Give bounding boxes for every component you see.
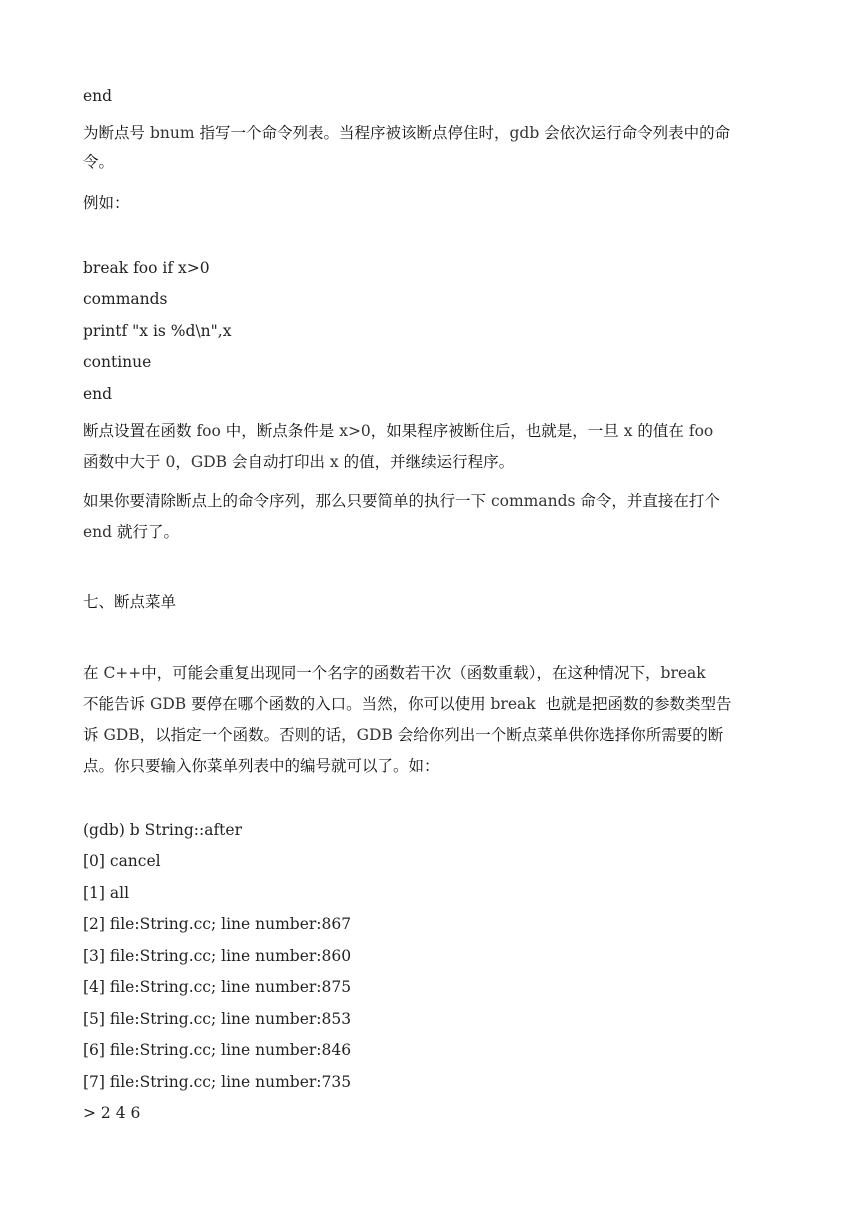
text-segment: 不能告诉	[83, 695, 150, 713]
text-segment: 也就是把函数的参数类型告	[540, 695, 732, 713]
inline-code: commands	[490, 492, 576, 510]
text-segment: 中，可能会重复出现同一个名字的函数若干次（函数重载），在这种情况下，	[141, 664, 661, 682]
inline-code: C++	[103, 664, 142, 682]
inline-code: foo	[688, 422, 714, 440]
code-end-line: end	[83, 87, 113, 105]
para-clear-line1	[83, 491, 720, 511]
example-code-line: continue	[83, 353, 152, 371]
menu-code-line: [5] file:String.cc; line number:853	[83, 1010, 352, 1028]
inline-code: 0	[165, 453, 176, 471]
inline-code: GDB	[103, 726, 140, 744]
inline-code: GDB	[190, 453, 228, 471]
inline-code: foo	[196, 422, 221, 440]
para-bnum-line1	[83, 123, 730, 143]
para-cpp-line2	[83, 694, 732, 714]
example-code-line: break foo if x>0	[83, 259, 210, 277]
text-segment: 就行了。	[112, 523, 180, 541]
inline-code: x>0	[339, 422, 371, 440]
text-segment: 指写一个命令列表。当程序被该断点停住时，	[194, 124, 510, 142]
menu-code-line: [0] cancel	[83, 852, 161, 870]
text-segment: 会依次运行命令列表中的命	[539, 124, 731, 142]
text-segment: 为断点号	[83, 124, 150, 142]
para-cpp-line1	[83, 663, 706, 683]
para-foo-line2	[83, 452, 514, 472]
inline-code: x	[623, 422, 633, 440]
text-segment: ，如果程序被断住后，也就是，一旦	[370, 422, 624, 440]
text-segment: 函数中大于	[83, 453, 166, 471]
para-clear-line2	[83, 522, 179, 542]
text-segment: 会给你列出一个断点菜单供你选择你所需要的断	[392, 726, 724, 744]
text-segment: 要停在哪个函数的入口。当然，你可以使用	[186, 695, 491, 713]
text-segment: ，	[175, 453, 191, 471]
menu-code-line: [7] file:String.cc; line number:735	[83, 1073, 352, 1091]
example-code-line: printf "x is %d\n",x	[83, 322, 232, 340]
menu-code-line: > 2 4 6	[83, 1104, 141, 1122]
inline-code: bnum	[149, 124, 195, 142]
menu-code-line: [3] file:String.cc; line number:860	[83, 947, 352, 965]
text-segment: 命令，并直接在打个	[575, 492, 720, 510]
inline-code: x	[329, 453, 339, 471]
text-segment: 如果你要清除断点上的命令序列，那么只要简单的执行一下	[83, 492, 491, 510]
text-segment: 在	[83, 664, 104, 682]
para-cpp-line3	[83, 725, 723, 745]
example-label: 例如：	[83, 194, 130, 212]
section-heading: 七、断点菜单	[83, 593, 177, 611]
text-segment: ，以指定一个函数。否则的话，	[139, 726, 357, 744]
menu-code-line: [2] file:String.cc; line number:867	[83, 915, 352, 933]
example-code-line: commands	[83, 290, 168, 308]
menu-code-line: [1] all	[83, 884, 130, 902]
text-segment: 会自动打印出	[227, 453, 330, 471]
para-bnum-line2: 令。	[83, 153, 115, 171]
inline-code: GDB	[149, 695, 187, 713]
text-segment: 的值在	[632, 422, 689, 440]
inline-code: gdb	[509, 124, 540, 142]
para-foo-line1	[83, 421, 713, 441]
inline-code: break	[490, 695, 541, 713]
text-segment: 断点设置在函数	[83, 422, 197, 440]
para-cpp-line4: 点。你只要输入你菜单列表中的编号就可以了。如：	[83, 757, 440, 775]
inline-code: end	[83, 523, 113, 541]
inline-code: GDB	[356, 726, 393, 744]
menu-code-line: [4] file:String.cc; line number:875	[83, 978, 352, 996]
menu-code-line: (gdb) b String::after	[83, 821, 242, 839]
example-code-line: end	[83, 385, 113, 403]
text-segment: 诉	[83, 726, 104, 744]
text-segment: 的值，并继续运行程序。	[338, 453, 515, 471]
inline-code: break	[660, 664, 706, 682]
menu-code-line: [6] file:String.cc; line number:846	[83, 1041, 352, 1059]
text-segment: 中，断点条件是	[220, 422, 340, 440]
